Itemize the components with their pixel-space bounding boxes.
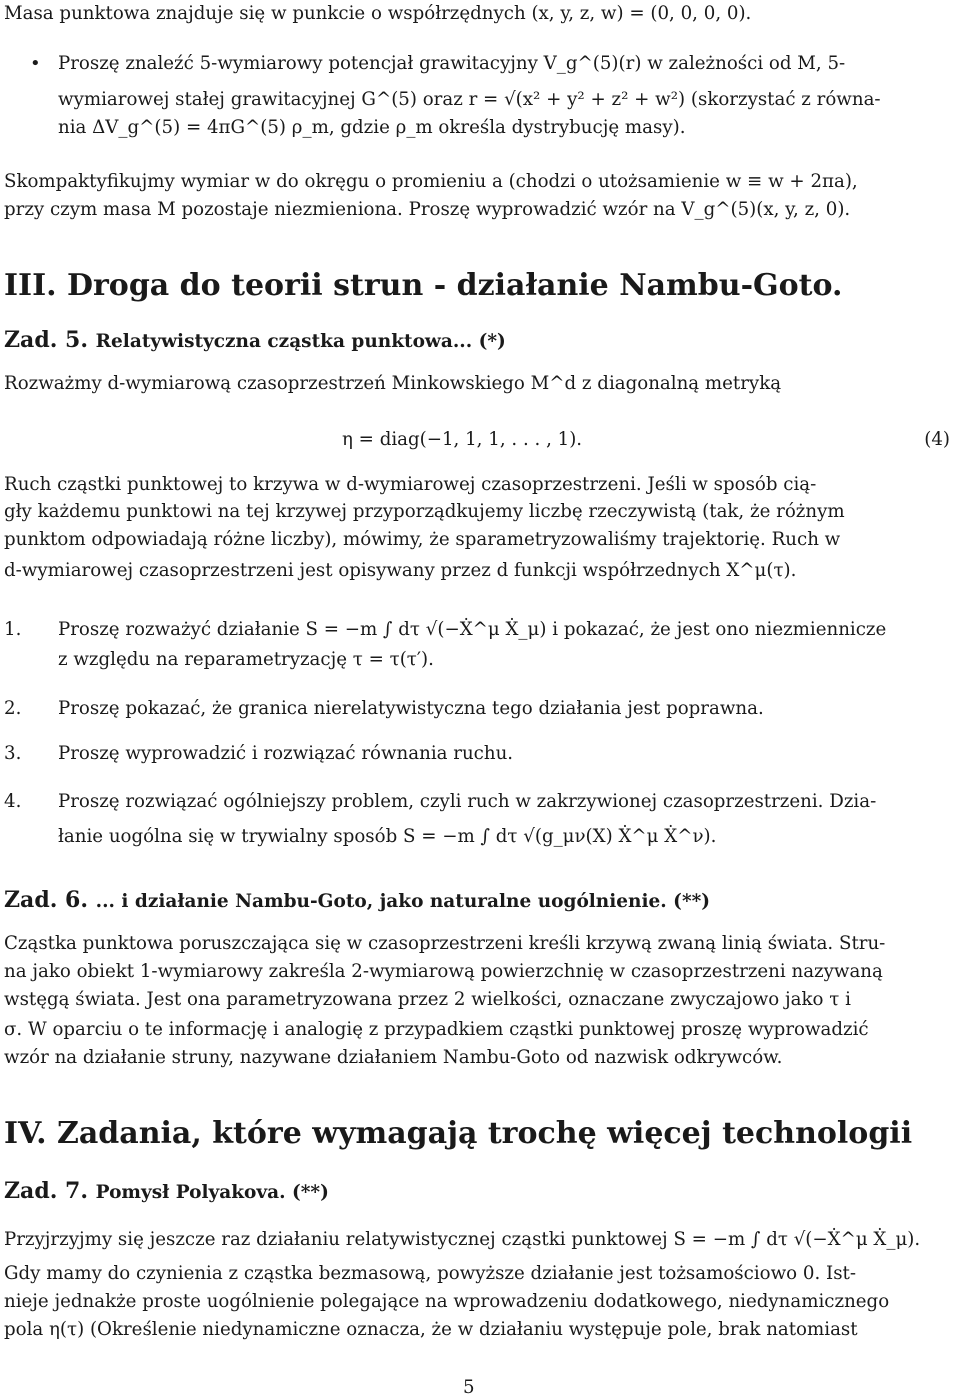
exercise-number: Zad. 6.	[4, 887, 88, 913]
list-item-line: Proszę rozwiązać ogólniejszy problem, czyli ruch w zakrzywionej czasoprzestrzeni. Dzia-	[58, 791, 877, 812]
bullet-line: Proszę znaleźć 5-wymiarowy potencjał grawitacyjny V_g^(5)(r) w zależności od M, 5-	[58, 53, 846, 74]
exercise-number: Zad. 5.	[4, 327, 88, 353]
list-number: 2.	[4, 698, 22, 719]
list-item-line: Proszę rozważyć działanie S = −m ∫ dτ √(−Ẋ^μ Ẋ_μ) i pokazać, że jest ono niezmiennicze	[58, 619, 887, 640]
paragraph-line: punktom odpowiadają różne liczby), mówimy, że sparametryzowaliśmy trajektorię. Ruch w	[4, 529, 841, 550]
paragraph-line: Gdy mamy do czynienia z cząstka bezmasową, powyższe działanie jest tożsamościowo 0. Ist-	[4, 1263, 856, 1284]
exercise-heading	[4, 886, 710, 916]
paragraph-line: Masa punktowa znajduje się w punkcie o współrzędnych (x, y, z, w) = (0, 0, 0, 0).	[4, 3, 752, 24]
paragraph-line: Rozważmy d-wymiarową czasoprzestrzeń Minkowskiego M^d z diagonalną metryką	[4, 373, 782, 394]
paragraph-line: wstęgą świata. Jest ona parametryzowana przez 2 wielkości, oznaczane zwyczajowo jako τ i	[4, 989, 851, 1010]
list-number: 1.	[4, 619, 22, 640]
bullet-line: wymiarowej stałej grawitacyjnej G^(5) oraz r = √(x² + y² + z² + w²) (skorzystać z równa-	[58, 89, 881, 110]
section-heading: IV. Zadania, które wymagają trochę więcej technologii	[4, 1116, 913, 1151]
paragraph-line: d-wymiarowej czasoprzestrzeni jest opisywany przez d funkcji współrzednych X^μ(τ).	[4, 560, 797, 581]
list-item-line: Proszę pokazać, że granica nierelatywistyczna tego działania jest poprawna.	[58, 698, 764, 719]
exercise-title: ... i działanie Nambu-Goto, jako naturalne uogólnienie. (**)	[95, 891, 711, 912]
paragraph-line: wzór na działanie struny, nazywane działaniem Nambu-Goto od nazwisk odkrywców.	[4, 1047, 783, 1068]
equation: η = diag(−1, 1, 1, . . . , 1).	[342, 429, 583, 450]
paragraph-line: przy czym masa M pozostaje niezmieniona. Proszę wyprowadzić wzór na V_g^(5)(x, y, z, 0).	[4, 199, 851, 220]
list-item-line: z względu na reparametryzację τ = τ(τ′).	[58, 649, 434, 670]
paragraph-line: Przyjrzyjmy się jeszcze raz działaniu relatywistycznej cząstki punktowej S = −m ∫ dτ √(−Ẋ^μ Ẋ_μ).	[4, 1229, 921, 1250]
section-heading: III. Droga do teorii strun - działanie Nambu-Goto.	[4, 268, 843, 303]
paragraph-line: pola η(τ) (Określenie niedynamiczne oznacza, że w działaniu występuje pole, brak natomiast	[4, 1319, 858, 1340]
paragraph-line: nieje jednakże proste uogólnienie polegające na wprowadzeniu dodatkowego, niedynamicznego	[4, 1291, 890, 1312]
paragraph-line: Cząstka punktowa poruszczająca się w czasoprzestrzeni kreśli krzywą zwaną linią świata. Stru-	[4, 933, 886, 954]
page-number: 5	[463, 1377, 475, 1398]
exercise-heading	[4, 326, 506, 356]
exercise-title: Pomysł Polyakova. (**)	[95, 1182, 329, 1203]
paragraph-line: na jako obiekt 1-wymiarowy zakreśla 2-wymiarową powierzchnię w czasoprzestrzeni nazywaną	[4, 961, 883, 982]
bullet-line: nia ΔV_g^(5) = 4πG^(5) ρ_m, gdzie ρ_m określa dystrybucję masy).	[58, 117, 686, 138]
bullet-marker: •	[30, 53, 41, 74]
exercise-number: Zad. 7.	[4, 1178, 88, 1204]
list-item-line: łanie uogólna się w trywialny sposób S = −m ∫ dτ √(g_μν(X) Ẋ^μ Ẋ^ν).	[58, 826, 717, 847]
paragraph-line: Skompaktyfikujmy wymiar w do okręgu o promieniu a (chodzi o utożsamienie w ≡ w + 2πa),	[4, 171, 858, 192]
list-number: 4.	[4, 791, 22, 812]
list-number: 3.	[4, 743, 22, 764]
paragraph-line: σ. W oparciu o te informację i analogię z przypadkiem cząstki punktowej proszę wyprowadzić	[4, 1019, 869, 1040]
exercise-title: Relatywistyczna cząstka punktowa... (*)	[95, 331, 506, 352]
paragraph-line: gły każdemu punktowi na tej krzywej przyporządkujemy liczbę rzeczywistą (tak, że różnym	[4, 501, 845, 522]
paragraph-line: Ruch cząstki punktowej to krzywa w d-wymiarowej czasoprzestrzeni. Jeśli w sposób cią-	[4, 474, 817, 495]
list-item-line: Proszę wyprowadzić i rozwiązać równania ruchu.	[58, 743, 514, 764]
equation-number: (4)	[924, 429, 950, 450]
exercise-heading	[4, 1177, 329, 1207]
